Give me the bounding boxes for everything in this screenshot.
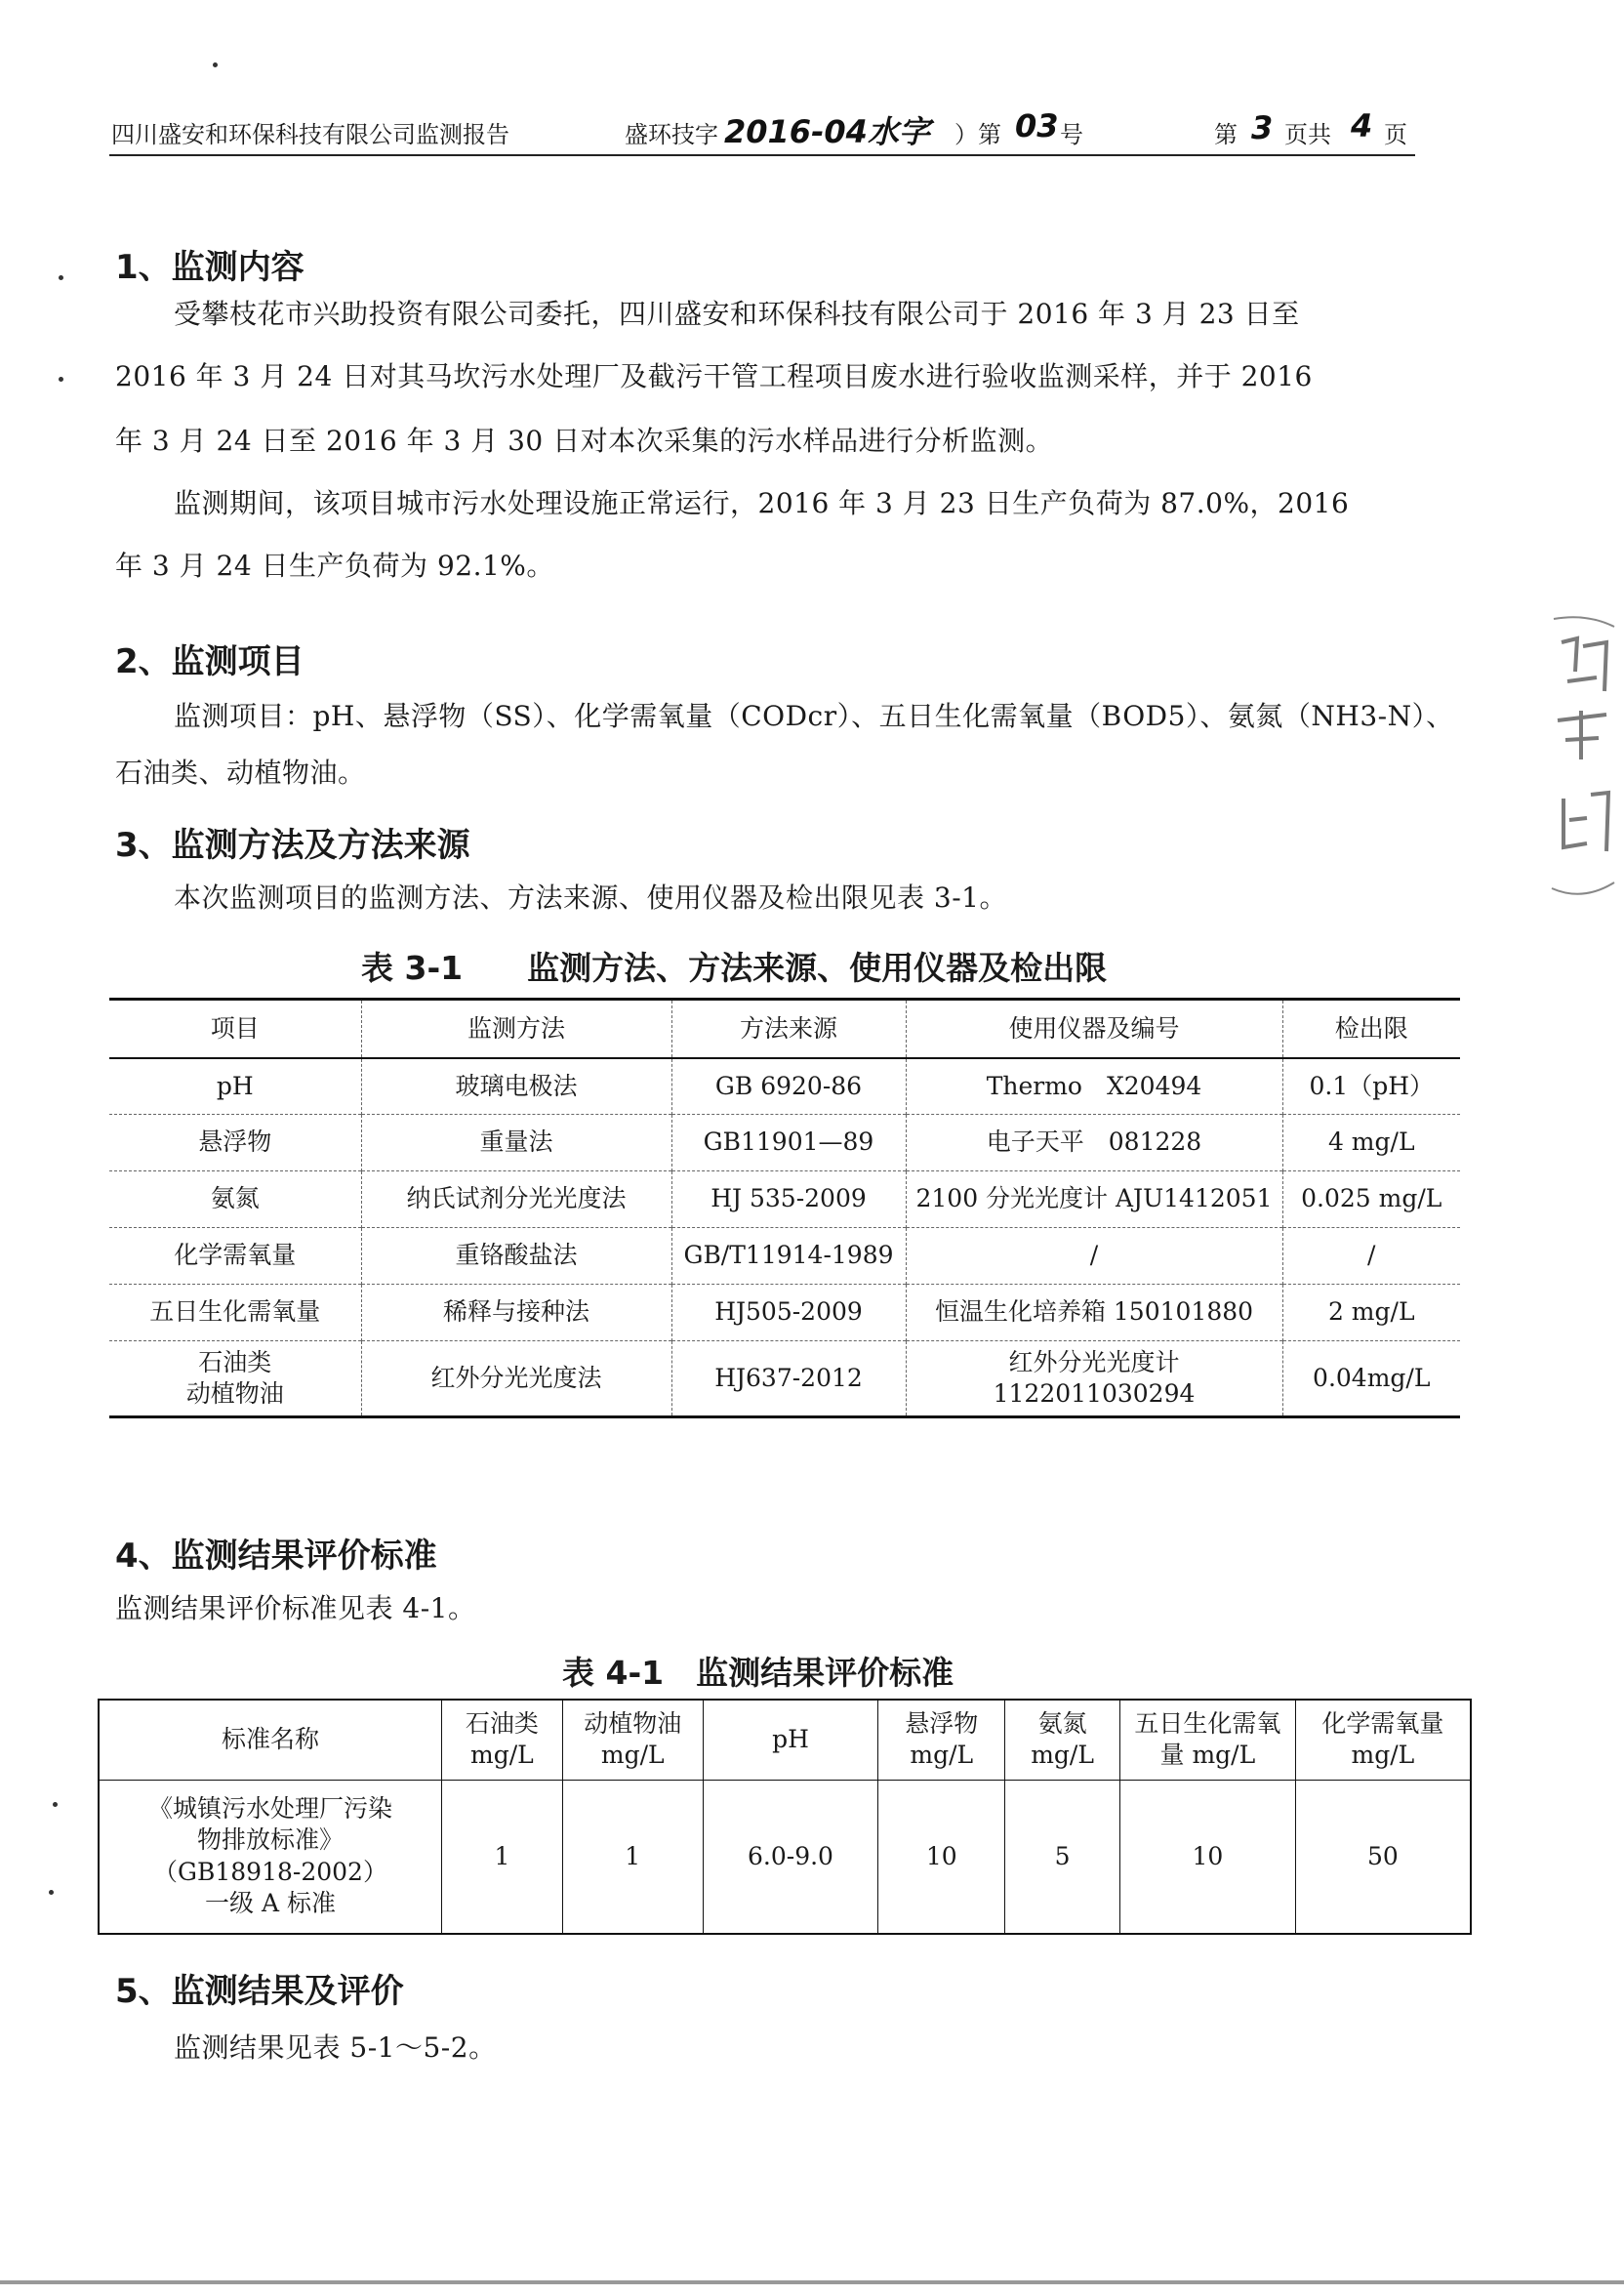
table-row <box>109 1171 1460 1228</box>
table-row <box>109 1228 1460 1285</box>
section-4-line1: 监测结果评价标准见表 4-1。 <box>115 1592 476 1624</box>
table-cell <box>109 1341 361 1417</box>
scan-speck <box>59 275 63 280</box>
scan-speck <box>53 1802 58 1807</box>
table-header-cell: 项目 <box>210 1013 260 1043</box>
section-2-line1: 监测项目：pH、悬浮物（SS）、化学需氧量（CODcr）、五日生化需氧量（BOD5）、氨氮（NH3-N）、 <box>174 700 1454 732</box>
header-line: 动植物油 <box>584 1708 682 1738</box>
table-header-row <box>99 1700 1471 1780</box>
section-1-para2-line2: 年 3 月 24 日生产负荷为 92.1%。 <box>115 550 554 582</box>
table-cell: GB/T11914-1989 <box>671 1228 906 1285</box>
table-cell: 0.025 mg/L <box>1282 1171 1460 1228</box>
table-cell: 6.0-9.0 <box>703 1780 878 1934</box>
table-cell: 重铬酸盐法 <box>361 1228 671 1285</box>
header-unit: mg/L <box>470 1741 534 1770</box>
table-cell: 电子天平 081228 <box>906 1115 1282 1171</box>
header-line: 氨氮 <box>1037 1708 1087 1738</box>
table-row <box>109 1285 1460 1341</box>
section-1-para2-line1: 监测期间，该项目城市污水处理设施正常运行，2016 年 3 月 23 日生产负荷为 87.0%，2016 <box>174 487 1350 519</box>
company-report-title: 四川盛安和环保科技有限公司监测报告 <box>111 121 509 148</box>
table-cell: HJ505-2009 <box>671 1285 906 1341</box>
section-1-para1-line1: 受攀枝花市兴助投资有限公司委托，四川盛安和环保科技有限公司于 2016 年 3 月 23 日至 <box>174 298 1300 330</box>
table-header-cell: 方法来源 <box>671 1000 906 1058</box>
header-line: 悬浮物 <box>905 1708 979 1738</box>
header-unit: mg/L <box>910 1741 974 1770</box>
header-unit: 量 mg/L <box>1159 1741 1256 1770</box>
table-cell-line: 动植物油 <box>185 1379 284 1408</box>
table-cell: 氨氮 <box>210 1184 260 1213</box>
table-cell: 悬浮物 <box>198 1128 272 1157</box>
header-line: 五日生化需氧 <box>1134 1708 1281 1738</box>
table-header-cell <box>442 1700 563 1780</box>
header-unit: mg/L <box>1031 1741 1094 1770</box>
table-header-cell <box>878 1700 1005 1780</box>
table-header-cell: 检出限 <box>1282 1000 1460 1058</box>
table-row <box>109 1115 1460 1171</box>
doc-number-handwritten: 2016-04水字 <box>724 113 930 150</box>
section-4-title: 4、监测结果评价标准 <box>115 1537 437 1576</box>
table-cell: 0.04mg/L <box>1282 1341 1460 1417</box>
page-mid: 页共 <box>1284 121 1331 148</box>
table-cell: GB 6920-86 <box>671 1058 906 1115</box>
header-line: 标准名称 <box>221 1725 319 1753</box>
table-cell: / <box>906 1228 1282 1285</box>
scan-speck <box>59 377 63 382</box>
table-cell: Thermo X20494 <box>906 1058 1282 1115</box>
header-rule <box>109 154 1415 156</box>
table-cell: 1 <box>562 1780 703 1934</box>
section-5-title: 5、监测结果及评价 <box>115 1972 404 2011</box>
standard-name-line: 一级 A 标准 <box>205 1889 336 1918</box>
table-cell: 4 mg/L <box>1282 1115 1460 1171</box>
section-3-line1: 本次监测项目的监测方法、方法来源、使用仪器及检出限见表 3-1。 <box>174 882 1007 914</box>
section-3-title: 3、监测方法及方法来源 <box>115 826 470 865</box>
header-unit: mg/L <box>1351 1741 1415 1770</box>
table-row <box>109 1058 1460 1115</box>
doc-number-mid: ）第 <box>954 121 1001 148</box>
table-cell-line: 石油类 <box>198 1347 272 1376</box>
table-cell: 稀释与接种法 <box>361 1285 671 1341</box>
section-2-line2: 石油类、动植物油。 <box>115 757 366 789</box>
table-3-1 <box>109 998 1460 1418</box>
table-header-cell <box>1120 1700 1296 1780</box>
table-cell: 0.1（pH） <box>1282 1058 1460 1115</box>
table-4-1-caption: 表 4-1 监测结果评价标准 <box>562 1654 954 1692</box>
table-cell: 1 <box>442 1780 563 1934</box>
table-row <box>99 1780 1471 1934</box>
table-cell: 纳氏试剂分光光度法 <box>361 1171 671 1228</box>
table-cell <box>906 1341 1282 1417</box>
table-cell: pH <box>216 1071 254 1100</box>
header-unit: mg/L <box>600 1741 665 1770</box>
table-cell: 恒温生化培养箱 150101880 <box>906 1285 1282 1341</box>
table-header-cell <box>1005 1700 1120 1780</box>
header-line: 化学需氧量 <box>1321 1708 1444 1738</box>
header-line: 石油类 <box>465 1708 539 1738</box>
page-prefix: 第 <box>1214 121 1238 148</box>
table-cell-line: 1122011030294 <box>993 1379 1196 1408</box>
scan-speck <box>213 62 218 67</box>
table-4-1 <box>98 1699 1472 1935</box>
table-cell: 红外分光光度法 <box>361 1341 671 1417</box>
table-cell: GB11901—89 <box>671 1115 906 1171</box>
table-header-cell: 监测方法 <box>361 1000 671 1058</box>
standard-name-line: （GB18918-2002） <box>153 1857 387 1886</box>
table-cell: HJ 535-2009 <box>671 1171 906 1228</box>
table-cell: 10 <box>1120 1780 1296 1934</box>
table-cell-line: 红外分光光度计 <box>1008 1347 1180 1376</box>
table-cell: HJ637-2012 <box>671 1341 906 1417</box>
scan-speck <box>49 1890 54 1895</box>
standard-name-line: 物排放标准》 <box>196 1825 344 1855</box>
table-cell: 五日生化需氧量 <box>149 1297 321 1327</box>
table-cell: 重量法 <box>361 1115 671 1171</box>
table-cell: 2 mg/L <box>1282 1285 1460 1341</box>
table-cell: / <box>1282 1228 1460 1285</box>
table-cell: 化学需氧量 <box>174 1241 297 1270</box>
table-header-row <box>109 1000 1460 1058</box>
section-1-title: 1、监测内容 <box>115 248 304 287</box>
page-current-handwritten: 3 <box>1251 109 1274 146</box>
section-1-para1-line3: 年 3 月 24 日至 2016 年 3 月 30 日对本次采集的污水样品进行分析监测。 <box>115 425 1054 457</box>
table-cell: 50 <box>1295 1780 1471 1934</box>
section-5-line1: 监测结果见表 5-1～5-2。 <box>174 2031 497 2064</box>
doc-number-suffix: 号 <box>1060 121 1083 148</box>
table-cell: 2100 分光光度计 AJU1412051 <box>906 1171 1282 1228</box>
table-row <box>109 1341 1460 1417</box>
standard-name-line: 《城镇污水处理厂污染 <box>147 1793 392 1823</box>
page-suffix: 页 <box>1384 121 1407 148</box>
table-header-cell <box>99 1700 442 1780</box>
page-total-handwritten: 4 <box>1351 107 1373 144</box>
table-cell: 玻璃电极法 <box>361 1058 671 1115</box>
header-line: pH <box>772 1725 809 1753</box>
scan-bottom-edge <box>0 2280 1624 2284</box>
table-header-cell <box>1295 1700 1471 1780</box>
section-2-title: 2、监测项目 <box>115 642 304 681</box>
doc-number-handwritten-no: 03 <box>1015 107 1059 144</box>
table-header-cell: 使用仪器及编号 <box>906 1000 1282 1058</box>
partial-seal-stamp <box>1548 613 1616 906</box>
section-1-para1-line2: 2016 年 3 月 24 日对其马坎污水处理厂及截污干管工程项目废水进行验收监测采样，并于 2016 <box>115 360 1313 392</box>
table-cell: 10 <box>878 1780 1005 1934</box>
doc-number-prefix: 盛环技字 <box>625 121 718 148</box>
table-header-cell <box>562 1700 703 1780</box>
table-header-cell <box>703 1700 878 1780</box>
table-cell: 5 <box>1005 1780 1120 1934</box>
standard-name-cell <box>99 1780 442 1934</box>
table-3-1-caption: 表 3-1 监测方法、方法来源、使用仪器及检出限 <box>361 949 1108 987</box>
